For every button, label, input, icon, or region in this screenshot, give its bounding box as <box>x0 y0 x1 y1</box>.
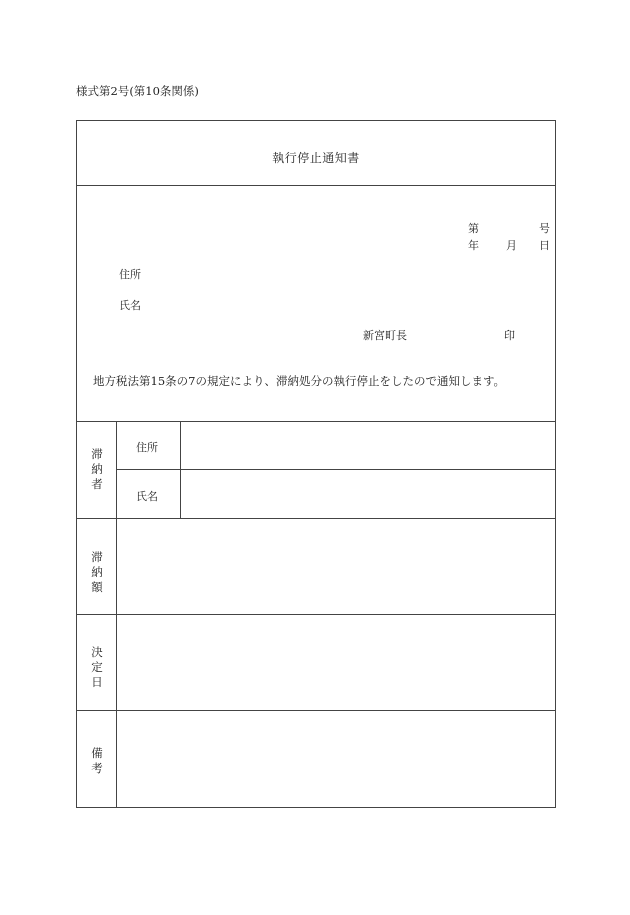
month-label: 月 <box>506 239 517 252</box>
recipient-name-label: 氏名 <box>119 299 141 312</box>
taxpayer-name-label: 氏名 <box>136 490 158 503</box>
delinquent-taxpayer-label: 滞 納 者 <box>91 447 103 491</box>
delinquent-amount-label: 滞 納 額 <box>91 550 103 594</box>
remarks-label: 備 考 <box>91 746 103 775</box>
decision-date-field[interactable] <box>117 615 555 710</box>
notice-body-text: 地方税法第15条の7の規定により、滞納処分の執行停止をしたので通知します。 <box>93 374 506 388</box>
remarks-field[interactable] <box>117 711 555 807</box>
divider <box>77 185 555 186</box>
number-prefix: 第 <box>468 222 479 235</box>
issuer-name: 新宮町長 <box>363 329 407 342</box>
taxpayer-address-label: 住所 <box>136 441 158 454</box>
seal-mark: 印 <box>504 329 515 342</box>
number-suffix: 号 <box>539 222 550 235</box>
notice-form <box>76 120 556 808</box>
form-title: 執行停止通知書 <box>272 151 360 165</box>
delinquent-amount-field[interactable] <box>117 519 555 614</box>
recipient-address-label: 住所 <box>119 268 141 281</box>
taxpayer-name-field[interactable] <box>181 470 555 517</box>
taxpayer-address-field[interactable] <box>181 422 555 468</box>
form-number-caption: 様式第2号(第10条関係) <box>76 84 199 98</box>
year-label: 年 <box>468 239 479 252</box>
day-label: 日 <box>539 239 550 252</box>
decision-date-label: 決 定 日 <box>91 645 103 689</box>
